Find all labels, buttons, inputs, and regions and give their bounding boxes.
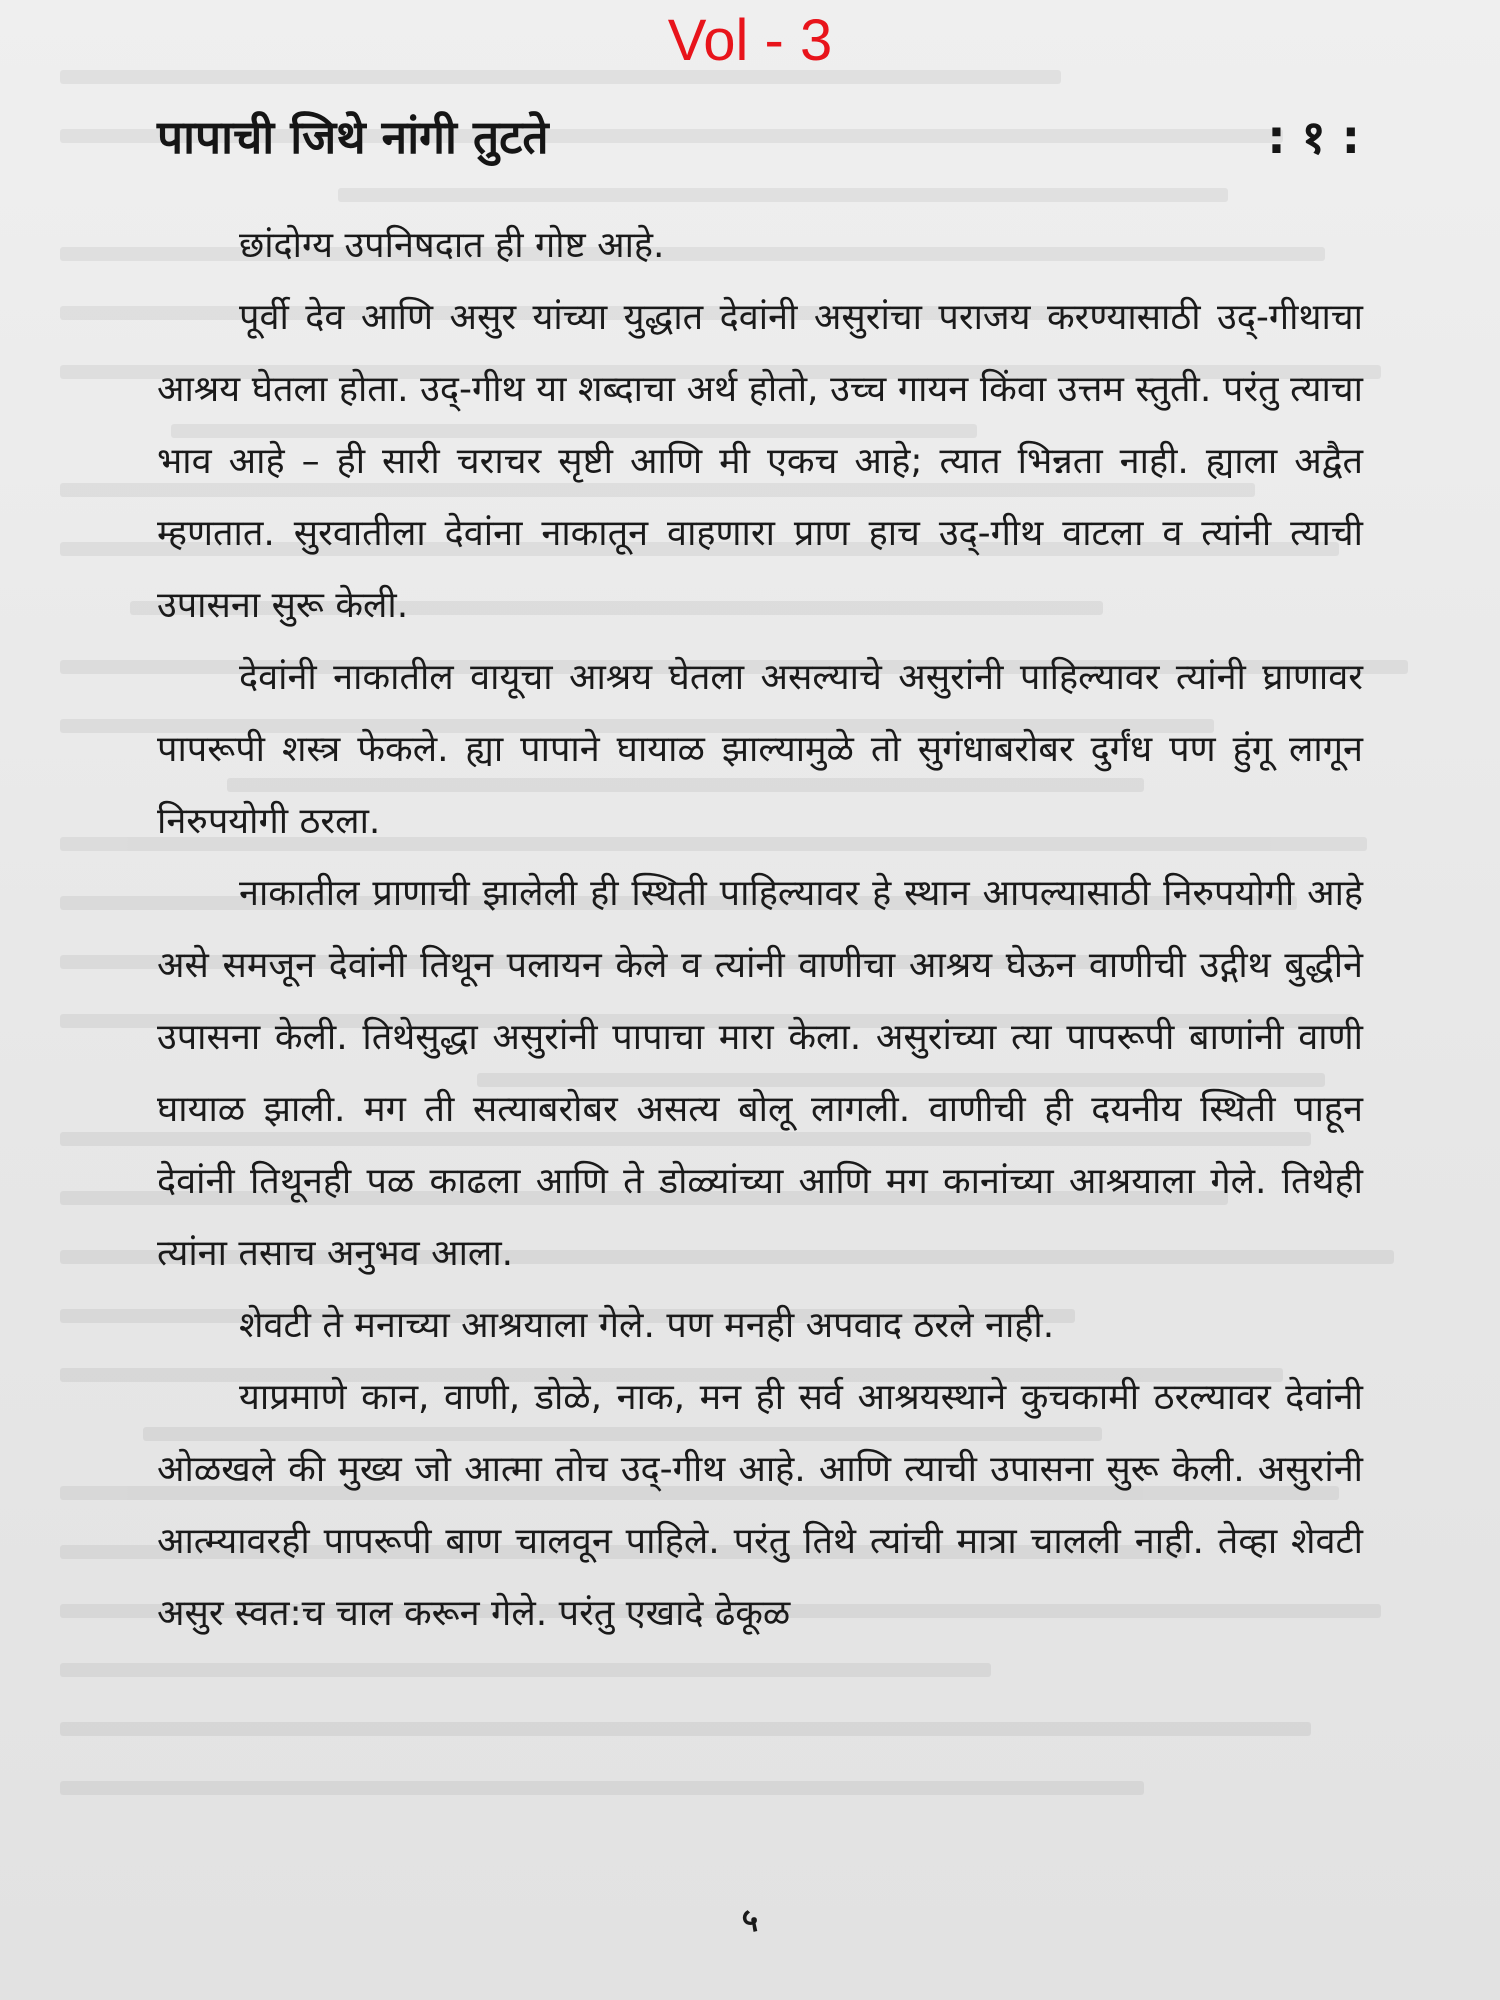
chapter-body (157, 210, 1363, 1650)
page-number: ५ (741, 1901, 759, 1939)
paragraph: पूर्वी देव आणि असुर यांच्या युद्धात देवांनी असुरांचा पराजय करण्यासाठी उद्-गीथाचा आश्रय घेतला होता. उद्-गीथ या शब्दाचा अर्थ होतो, उच्च गायन किंवा उत्तम स्तुती. परंतु त्याचा भाव आहे – ही सारी चराचर सृष्टी आणि मी एकच आहे; त्यात भिन्नता नाही. ह्याला अद्वैत म्हणतात. सुरवातीला देवांना नाकातून वाहणारा प्राण हाच उद्-गीथ वाटला व त्यांनी त्याची उपासना सुरू केली. (157, 297, 1363, 626)
chapter-title: पापाची जिथे नांगी तुटते (157, 110, 549, 164)
paragraph: देवांनी नाकातील वायूचा आश्रय घेतला असल्याचे असुरांनी पाहिल्यावर त्यांनी घ्राणावर पापरूपी शस्त्र फेकले. ह्या पापाने घायाळ झाल्यामुळे तो सुगंधाबरोबर दुर्गंध पण हुंगू लागून निरुपयोगी ठरला. (157, 657, 1363, 842)
volume-label: Vol - 3 (667, 8, 833, 73)
paragraph: शेवटी ते मनाच्या आश्रयाला गेले. पण मनही अपवाद ठरले नाही. (239, 1305, 1055, 1346)
chapter-number: : १ : (1267, 110, 1360, 164)
paragraph: याप्रमाणे कान, वाणी, डोळे, नाक, मन ही सर्व आश्रयस्थाने कुचकामी ठरल्यावर देवांनी ओळखले की मुख्य जो आत्मा तोच उद्-गीथ आहे. आणि त्याची उपासना सुरू केली. असुरांनी आत्म्यावरही पापरूपी बाण चालवून पाहिले. परंतु तिथे त्यांची मात्रा चालली नाही. तेव्हा शेवटी असुर स्वत:च चाल करून गेले. परंतु एखादे ढेकूळ (157, 1377, 1363, 1634)
paragraph: छांदोग्य उपनिषदात ही गोष्ट आहे. (239, 225, 665, 266)
paragraph: नाकातील प्राणाची झालेली ही स्थिती पाहिल्यावर हे स्थान आपल्यासाठी निरुपयोगी आहे असे समजून देवांनी तिथून पलायन केले व त्यांनी वाणीचा आश्रय घेऊन वाणीची उद्गीथ बुद्धीने उपासना केली. तिथेसुद्धा असुरांनी पापाचा मारा केला. असुरांच्या त्या पापरूपी बाणांनी वाणी घायाळ झाली. मग ती सत्याबरोबर असत्य बोलू लागली. वाणीची ही दयनीय स्थिती पाहून देवांनी तिथूनही पळ काढला आणि ते डोळ्यांच्या आणि मग कानांच्या आश्रयाला गेले. तिथेही त्यांना तसाच अनुभव आला. (157, 873, 1363, 1274)
